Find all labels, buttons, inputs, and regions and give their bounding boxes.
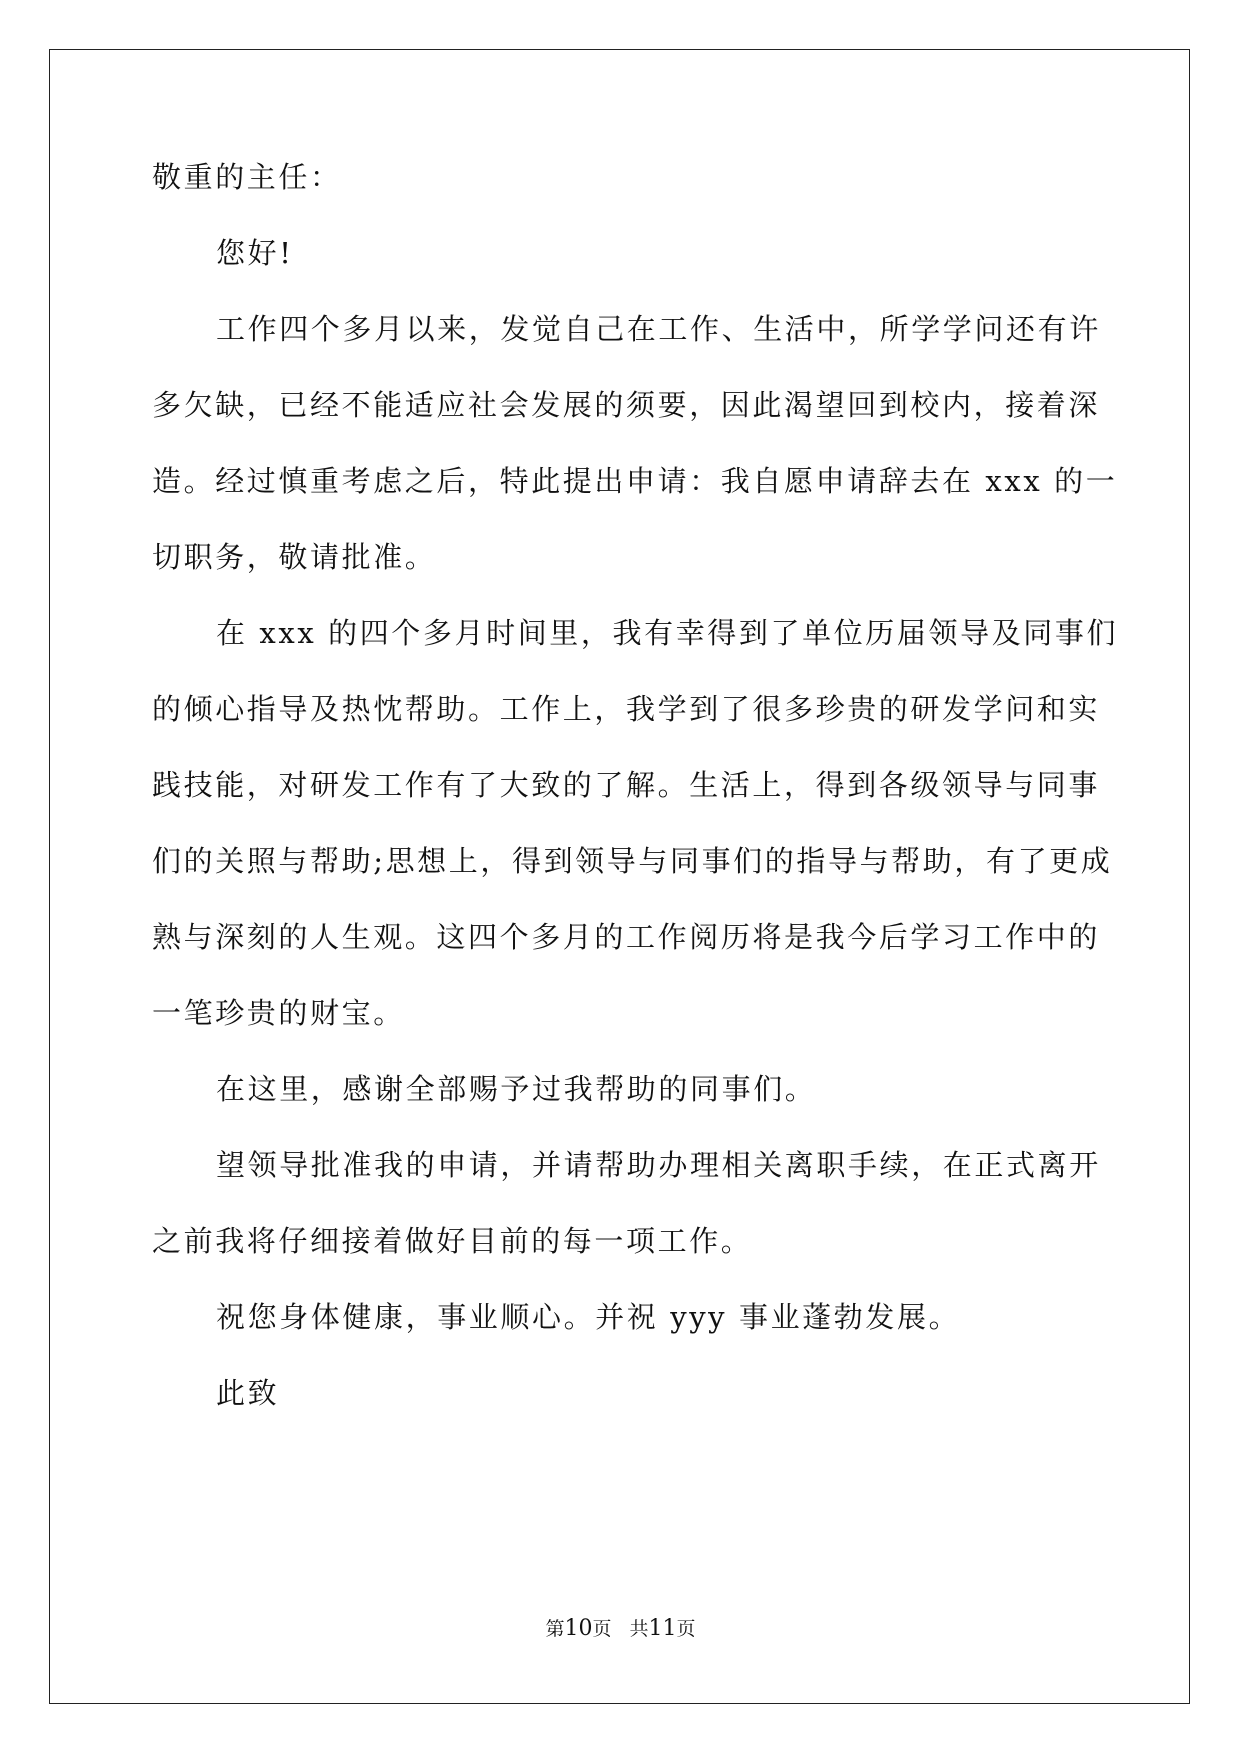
paragraph-2-line-6: 一笔珍贵的财宝。 (152, 996, 405, 1030)
footer-prefix: 第 (545, 1618, 565, 1640)
paragraph-3: 在这里，感谢全部赐予过我帮助的同事们。 (216, 1072, 817, 1106)
salutation: 敬重的主任： (152, 160, 342, 194)
paragraph-2-line-2: 的倾心指导及热忱帮助。工作上，我学到了很多珍贵的研发学问和实 (152, 692, 1101, 726)
paragraph-1-line-2: 多欠缺，已经不能适应社会发展的须要，因此渴望回到校内，接着深 (152, 388, 1101, 422)
footer-total-prefix: 共 (629, 1618, 649, 1640)
paragraph-2-line-1: 在 xxx 的四个多月时间里，我有幸得到了单位历届领导及同事们 (216, 616, 1119, 650)
paragraph-2-line-4: 们的关照与帮助;思想上，得到领导与同事们的指导与帮助，有了更成 (152, 844, 1113, 878)
closing: 此致 (216, 1376, 280, 1410)
footer-page-word: 页 (592, 1618, 612, 1640)
paragraph-4-line-1: 望领导批准我的申请，并请帮助办理相关离职手续，在正式离开 (216, 1148, 1101, 1182)
greeting: 您好! (216, 236, 294, 270)
page-footer (0, 1617, 1241, 1641)
paragraph-2-line-3: 践技能，对研发工作有了大致的了解。生活上，得到各级领导与同事 (152, 768, 1101, 802)
footer-total-word: 页 (676, 1618, 696, 1640)
paragraph-4-line-2: 之前我将仔细接着做好目前的每一项工作。 (152, 1224, 753, 1258)
paragraph-1-line-1: 工作四个多月以来，发觉自己在工作、生活中，所学学问还有许 (216, 312, 1101, 346)
paragraph-1-line-4: 切职务，敬请批准。 (152, 540, 437, 574)
current-page-number: 10 (564, 1616, 593, 1641)
total-page-number: 11 (648, 1616, 677, 1641)
paragraph-5: 祝您身体健康，事业顺心。并祝 yyy 事业蓬勃发展。 (216, 1300, 961, 1334)
paragraph-2-line-5: 熟与深刻的人生观。这四个多月的工作阅历将是我今后学习工作中的 (152, 920, 1101, 954)
paragraph-1-line-3: 造。经过慎重考虑之后，特此提出申请：我自愿申请辞去在 xxx 的一 (152, 464, 1118, 498)
